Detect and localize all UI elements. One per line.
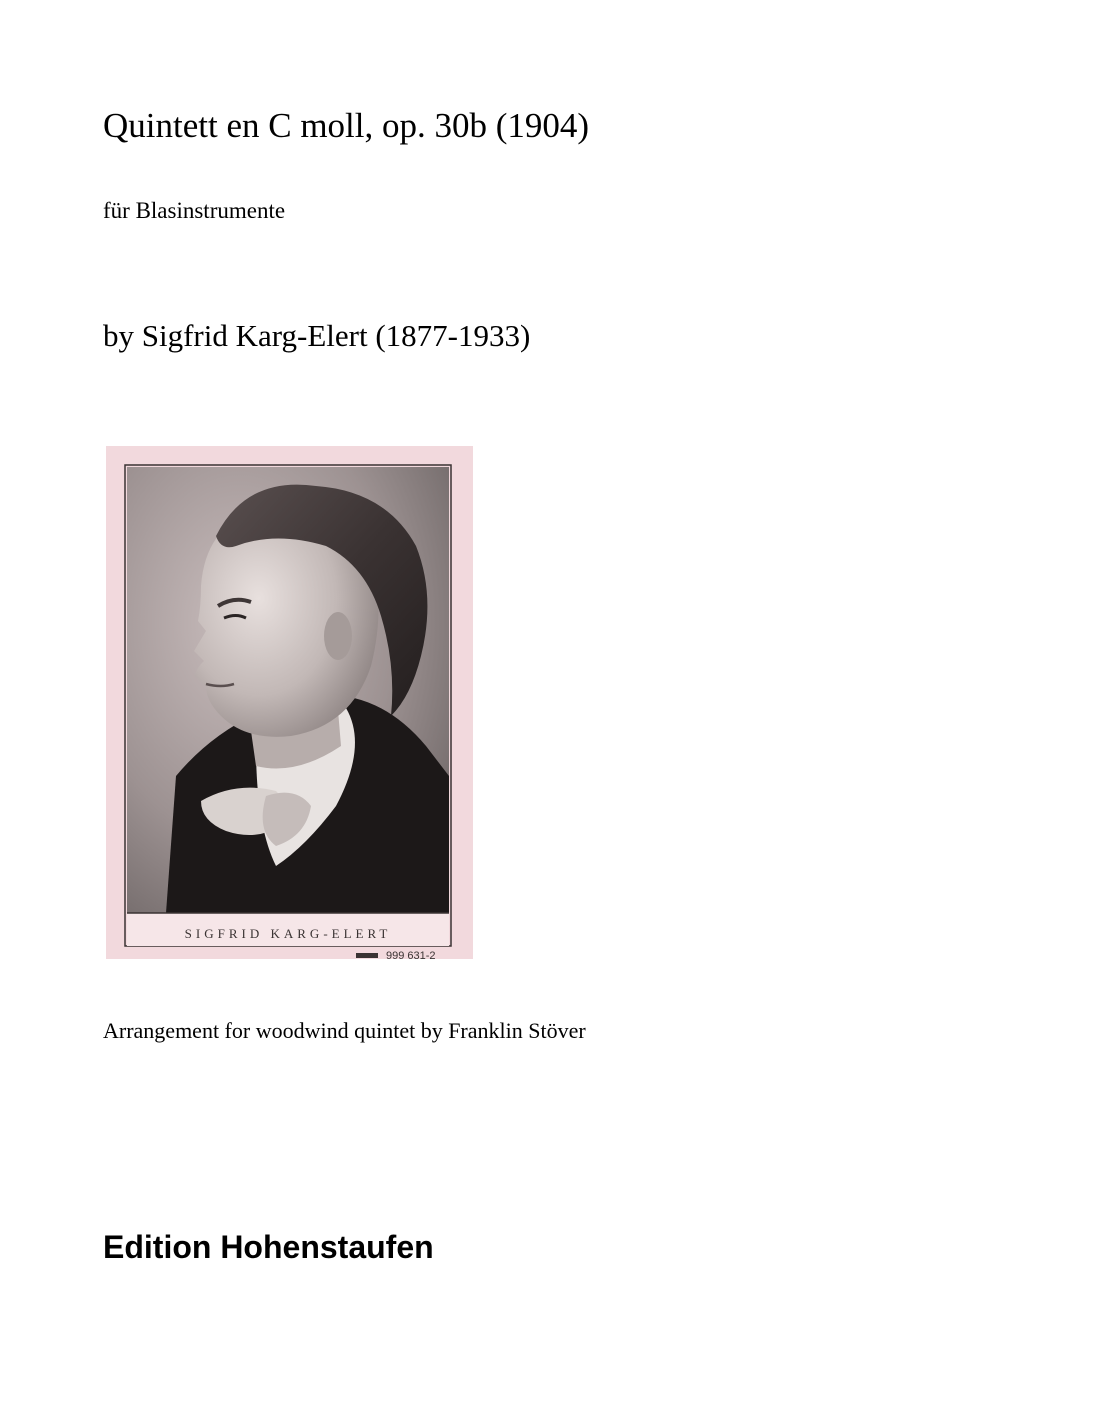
catalog-number: 999 631-2: [386, 950, 436, 959]
ear: [324, 612, 352, 660]
arrangement-credit: Arrangement for woodwind quintet by Franklin Stöver: [103, 1018, 586, 1043]
composer-portrait: [106, 446, 473, 959]
document-title: Quintett en C moll, op. 30b (1904): [103, 106, 590, 145]
document-subtitle: für Blasinstrumente: [103, 198, 286, 223]
portrait-label: SIGFRID KARG-ELERT: [184, 926, 392, 941]
composer-line: by Sigfrid Karg-Elert (1877-1933): [103, 318, 531, 353]
publisher-name: Edition Hohenstaufen: [103, 1229, 434, 1265]
label-logo: [356, 953, 378, 958]
